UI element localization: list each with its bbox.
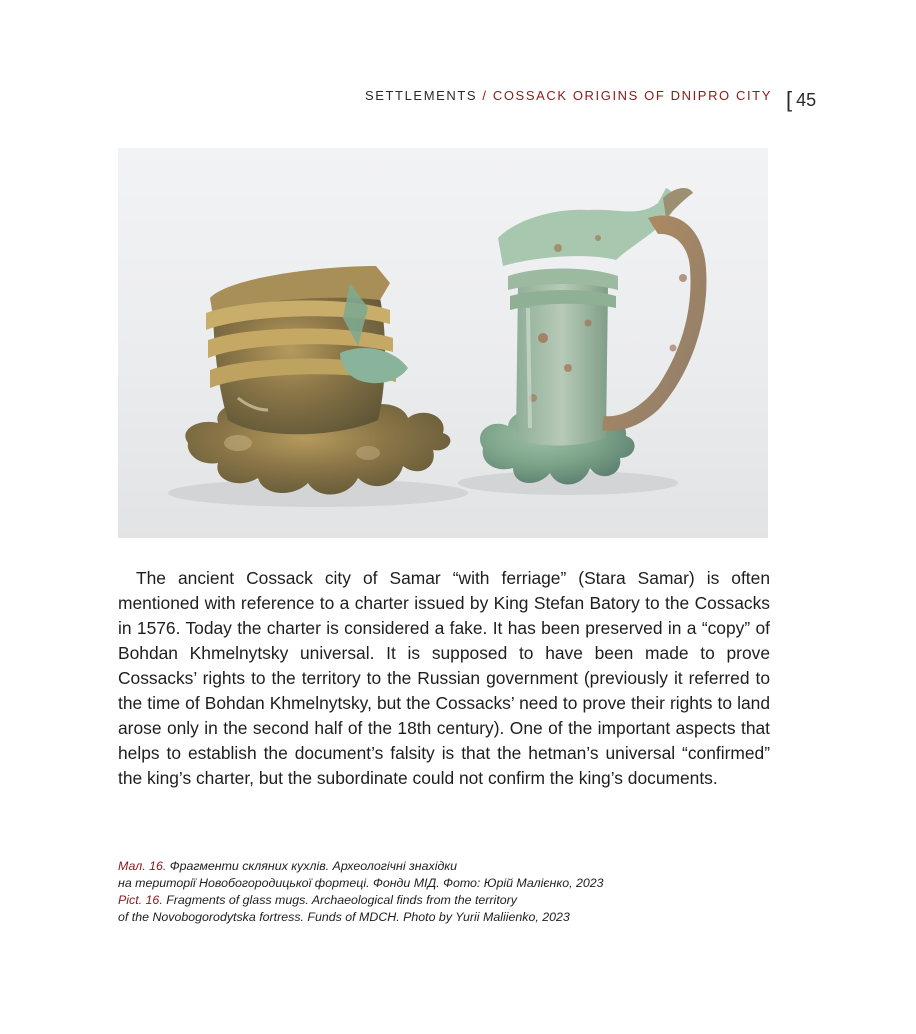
page-number-bracket: [ <box>786 87 793 112</box>
left-mug-fragment <box>185 266 450 494</box>
caption-ua-line-1 <box>118 858 678 875</box>
caption-ua-text-1: Фрагменти скляних кухлів. Археологічні знахідки <box>169 859 458 873</box>
caption-ua-label: Мал. 16. <box>118 859 167 873</box>
running-head-chapter: COSSACK ORIGINS OF DNIPRO CITY <box>492 88 772 103</box>
body-paragraph: The ancient Cossack city of Samar “with ferriage” (Stara Samar) is often mentioned with reference to a charter issued by King Stefan Batory to the Cossacks in 1576. Today the charter is considered a fake. It has been preserved in a “copy” of Bohdan Khmelnytsky universal. It is supposed to have been made to prove Cossacks’ rights to the territory to the Russian government (previously it referred to the time of Bohdan Khmelnytsky, but the Cossacks’ need to prove their rights to land arose only in the second half of the 18th century). One of the important aspects that helps to establish the document’s falsity is that the hetman’s universal “confirmed” the king’s charter, but the subordinate could not confirm the king’s documents. <box>118 568 770 788</box>
caption-ua-line-2: на території Новобогородицької фортеці. Фонди МІД. Фото: Юрій Малієнко, 2023 <box>118 876 604 890</box>
glass-mugs-illustration <box>118 148 768 538</box>
figure-photo <box>118 148 768 538</box>
caption-en-label: Pict. 16. <box>118 893 163 907</box>
caption-en-line-1 <box>118 892 678 909</box>
running-head-section: SETTLEMENTS <box>364 88 478 103</box>
right-mug-fragment <box>480 188 706 485</box>
figure-caption <box>118 858 678 926</box>
caption-en-text-1: Fragments of glass mugs. Archaeological finds from the territory <box>166 893 517 907</box>
page-number <box>786 86 816 112</box>
caption-en-line-2: of the Novobogorodytska fortress. Funds of MDCH. Photo by Yurii Maliienko, 2023 <box>118 910 570 924</box>
running-head <box>300 88 772 103</box>
page-number-value: 45 <box>796 90 817 110</box>
running-head-separator: / <box>482 88 488 103</box>
